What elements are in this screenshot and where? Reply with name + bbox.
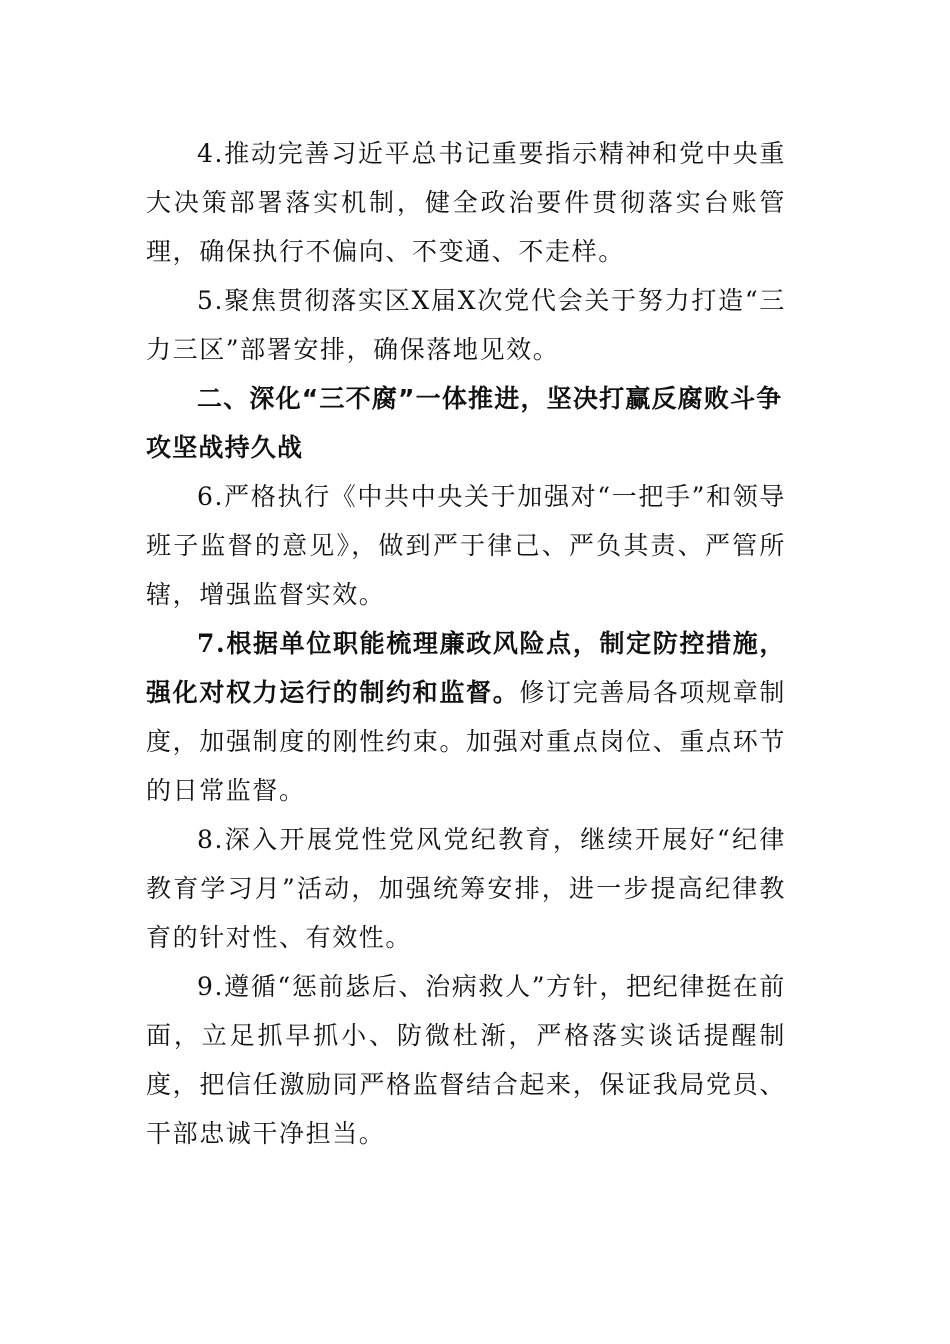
paragraph-item-8 — [146, 815, 786, 962]
item-text: 推动完善习近平总书记重要指示精神和党中央重大决策部署落实机制，健全政治要件贯彻落实台账管理，确保执行不偏向、不变通、不走样。 — [146, 139, 786, 266]
item-text: 严格执行《中共中央关于加强对“一把手”和领导班子监督的意见》，做到严于律己、严负其责、严管所辖，增强监督实效。 — [146, 482, 786, 609]
paragraph-item-6 — [146, 472, 786, 619]
item-number: 7. — [197, 629, 227, 658]
item-number: 8. — [197, 825, 225, 854]
paragraph-item-5 — [146, 276, 786, 374]
item-text: 遵循“惩前毖后、治病救人”方针，把纪律挺在前面，立足抓早抓小、防微杜渐，严格落实谈话提醒制度，把信任激励同严格监督结合起来，保证我局党员、干部忠诚干净担当。 — [146, 972, 786, 1148]
paragraph-item-4 — [146, 129, 786, 276]
section-heading: 二、深化“三不腐”一体推进，坚决打赢反腐败斗争攻坚战持久战 — [146, 384, 783, 462]
item-text: 修订完善局各项规章制度，加强制度的刚性约束。加强对重点岗位、重点环节的日常监督。 — [146, 678, 786, 805]
item-text: 聚焦贯彻落实区Ⅹ届Ⅹ次党代会关于努力打造“三力三区”部署安排，确保落地见效。 — [146, 286, 786, 364]
item-bold-text: 根据单位职能梳理廉政风险点，制定防控措施，强化对权力运行的制约和监督。 — [146, 629, 786, 707]
item-text: 深入开展党性党风党纪教育，继续开展好“纪律教育学习月”活动，加强统筹安排，进一步提高纪律教育的针对性、有效性。 — [146, 825, 786, 952]
item-number: 5. — [197, 286, 225, 315]
item-number: 6. — [197, 482, 225, 511]
paragraph-item-7 — [146, 619, 786, 815]
paragraph-item-9 — [146, 962, 786, 1158]
item-number: 4. — [197, 139, 225, 168]
document-body — [146, 129, 786, 1158]
item-number: 9. — [197, 972, 225, 1001]
